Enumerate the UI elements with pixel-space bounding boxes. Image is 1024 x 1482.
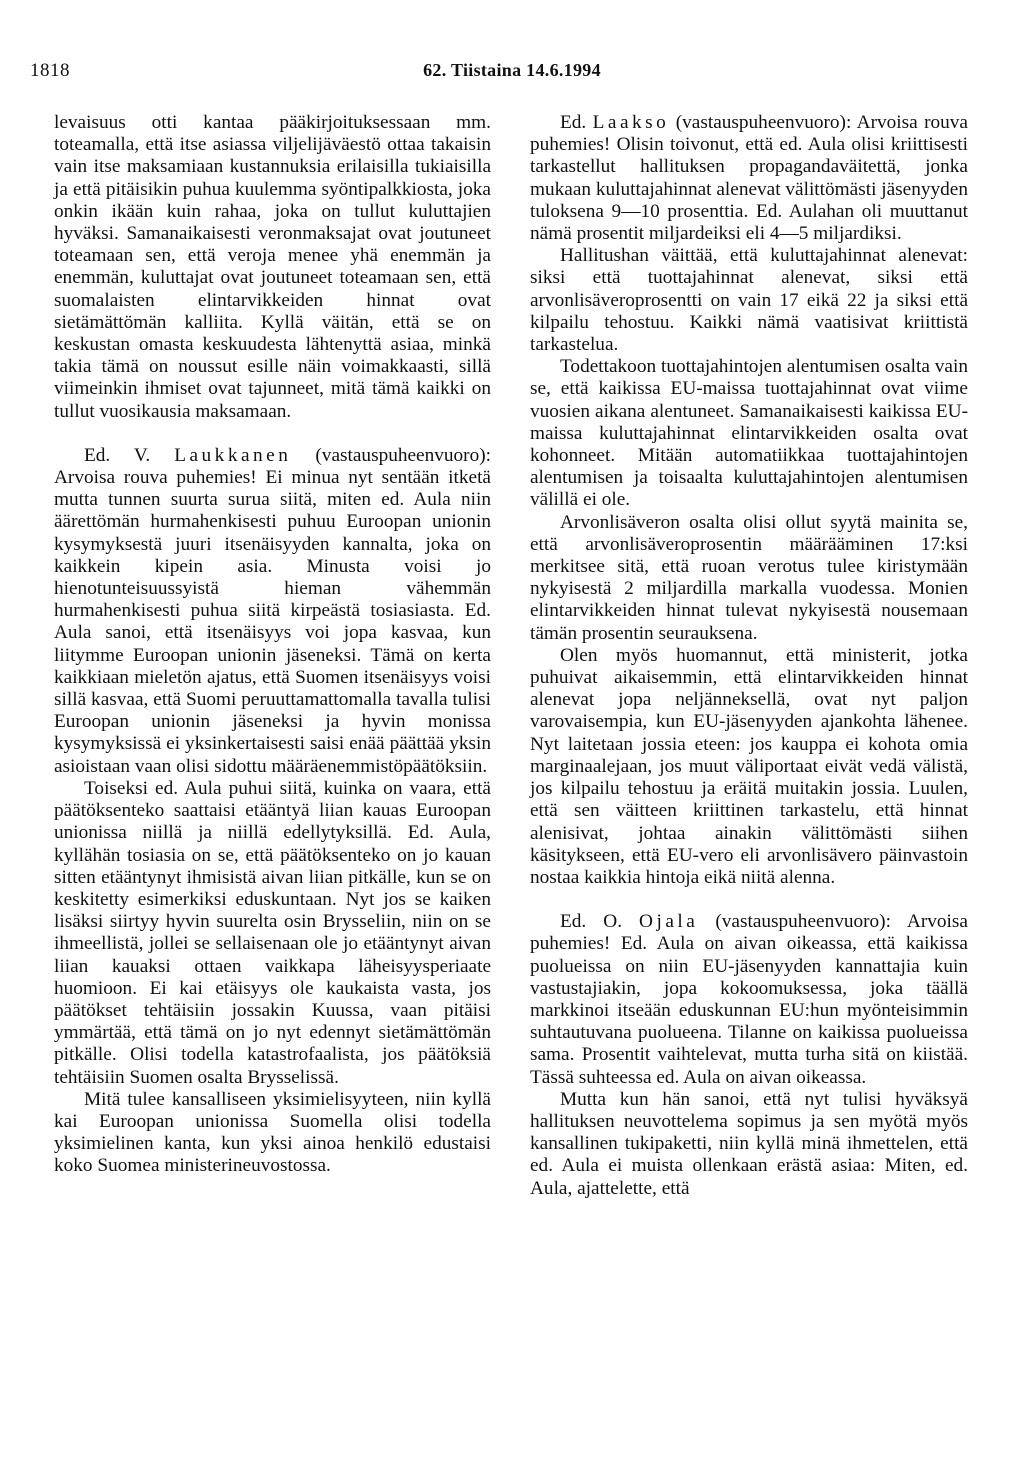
speaker-name: Ojala <box>639 911 699 933</box>
paragraph: Mutta kun hän sanoi, että nyt tulisi hyväksyä hallituksen neuvottelema sopimus ja sen myötä myös kansallinen tukipaketti, niin kyllä minä ihmettelen, että ed. Aula ei muista ollenkaan erästä asiaa: Miten, ed. Aula, ajattelette, että <box>530 1088 968 1199</box>
left-column <box>54 112 491 1178</box>
speech-text: (vastauspuheenvuoro): Arvoisa puhemies! Ed. Aula on aivan oikeassa, että kaikissa puolueissa on niin EU-jäsenyyden kannattajia kuin vastustajiakin, jopa kokoomuksessa, joka täällä markkinoi itseään eduskunnan EU:hun myönteisimmin suhtautuvana puolueena. Tilanne on kaikissa puolueissa sama. Prosentit vaihtelevat, mutta turha sitä on kiistää. Tässä suhteessa ed. Aula on aivan oikeassa. <box>530 911 968 1088</box>
speaker-prefix: Ed. O. <box>560 911 623 933</box>
paragraph: Arvonlisäveron osalta olisi ollut syytä mainita se, että arvonlisäveroprosentin määrääminen 17:ksi merkitsee sitä, että ruoan verotus tulee kiristymään nykyisestä 2 miljardilla markalla vuodessa. Monien elintarvikkeiden hinnat tulevat nykyisestä nousemaan tämän prosentin seurauksena. <box>530 511 968 644</box>
speaker-name: Laukkanen <box>174 444 292 466</box>
speech-paragraph <box>54 445 491 778</box>
right-column <box>530 112 968 1200</box>
paragraph: Toiseksi ed. Aula puhui siitä, kuinka on vaara, että päätöksenteko saattaisi etääntyä liian kauas Euroopan unionissa niillä ja niillä edellytyksillä. Ed. Aula, kyllähän tosiasia on se, että päätöksenteko on jo kauan sitten etääntynyt ihmisistä aivan liian pitkälle, kun se on keskitetty esimerkiksi eduskuntaan. Nyt jos se kaiken lisäksi siirtyy hyvin suurelta osin Brysseliin, niin on se ihmeellistä, jollei se sellaisenaan ole jo etääntynyt aivan liian kauaksi ottaen vaikkapa läheisyysperiaate huomioon. Ei kai etäisyys ole kaukaista vasta, jos päätökset tehtäisiin jossakin Kuussa, vaan pitäisi ymmärtää, että tämä on jo nyt edennyt sietämättömän pitkälle. Olisi todella katastrofaalista, jos päätöksiä tehtäisiin Suomen osalta Brysselissä. <box>54 777 491 1088</box>
speaker-name: Laakso <box>592 112 670 133</box>
paragraph: levaisuus otti kantaa pääkirjoituksessaan mm. toteamalla, että itse asiassa viljelijäväestö ottaa takaisin vain itse maksamiaan kustannuksia erilaisilla tukiaisilla ja että pitäisikin puhua kuulemma syöntipalkkiosta, joka onkin ikään kuin rahaa, joka on tullut kuluttajien hyväksi. Samanaikaisesti veronmaksajat ovat joutuneet toteamaan sen, että veroja menee yhä enemmän ja enemmän, kuluttajat ovat joutuneet toteamaan sen, että suomalaisten elintarvikkeiden hinnat ovat sietämättömän kalliita. Kyllä väitän, että se on keskustan omasta keskuudesta lähtenyttä asiaa, minkä takia tämä on noussut esille näin voimakkaasti, sillä viimeinkin ihmiset ovat tajunneet, mitä tämä kaikki on tullut vuosikausia maksamaan. <box>54 112 491 422</box>
speaker-prefix: Ed. V. <box>84 444 151 466</box>
speech-paragraph <box>530 911 968 1089</box>
paragraph: Mitä tulee kansalliseen yksimielisyyteen, niin kyllä kai Euroopan unionissa Suomella olisi todella yksimielinen kanta, kun yksi ainoa henkilö edustaisi koko Suomea ministerineuvostossa. <box>54 1088 491 1177</box>
page-number: 1818 <box>30 60 70 81</box>
session-title: 62. Tiistaina 14.6.1994 <box>423 60 601 80</box>
paragraph: Hallitushan väittää, että kuluttajahinnat alenevat: siksi että tuottajahinnat alenevat, siksi että arvonlisäveroprosentti on vain 17 eikä 22 ja siksi että kilpailu tehostuu. Kaikki nämä vaatisivat kriittistä tarkastelua. <box>530 245 968 356</box>
paragraph: Olen myös huomannut, että ministerit, jotka puhuivat aikaisemmin, että elintarvikkeiden hinnat alenevat jopa neljänneksellä, ovat nyt paljon varovaisempia, kun EU-jäsenyyden ajankohta lähenee. Nyt laitetaan jossia eteen: jos kauppa ei kohota omia marginaalejaan, jos muut väliportaat eivät vedä välistä, jos kilpailu tehostuu ja eräitä muitakin jossia. Luulen, että sen väitteen kriittinen tarkastelu, että hinnat alenisivat, johtaa ainakin välittömästi siihen käsitykseen, että EU-vero eli arvonlisävero päinvastoin nostaa kaikkia hintoja eikä niitä alenna. <box>530 644 968 888</box>
speech-text: (vastauspuheenvuoro): Arvoisa rouva puhemies! Olisin toivonut, että ed. Aula olisi kriittisesti tarkastellut hallituksen propagandaväitettä, jonka mukaan kuluttajahinnat alenevat välittömästi jäsenyyden tuloksena 9—10 prosenttia. Ed. Aulahan oli muuttanut nämä prosentit miljardeiksi eli 4—5 miljardiksi. <box>530 112 968 245</box>
speaker-prefix: Ed. <box>560 112 587 133</box>
speech-text: (vastauspuheenvuoro): Arvoisa rouva puhemies! Ei minua nyt sentään itketä mutta tunnen suurta surua siitä, miten ed. Aula niin äärettömän hurmahenkisesti puhuu Euroopan unionin kysymyksestä juuri itsenäisyyden kannalta, joka on kaikkein kipein asia. Minusta voisi jo hienotunteisuussyistä hieman vähemmän hurmahenkisesti puhua siitä kirpeästä tosiasiasta. Ed. Aula sanoi, että itsenäisyys voi jopa kasvaa, kun liitymme Euroopan unionin jäseneksi. Tämä on kerta kaikkiaan mieletön ajatus, että Suomen itsenäisyys voisi sillä kasvaa, että Suomi peruuttamattomalla tavalla tulisi Euroopan unionin jäseneksi ja hyvin monissa kysymyksissä ei yksinkertaisesti saisi enää päättää yksin asioistaan vaan olisi sidottu määräenemmistöpäätöksiin. <box>54 444 492 777</box>
speech-paragraph <box>530 112 968 245</box>
paragraph: Todettakoon tuottajahintojen alentumisen osalta vain se, että kaikissa EU-maissa tuottajahinnat ovat viime vuosien aikana alentuneet. Samanaikaisesti kaikissa EU-maissa kuluttajahinnat elintarvikkeiden osalta ovat kohonneet. Mitään automatiikkaa tuottajahintojen alentumisen ja toisaalta kuluttajahintojen alentumisen välillä ei ole. <box>530 356 968 511</box>
